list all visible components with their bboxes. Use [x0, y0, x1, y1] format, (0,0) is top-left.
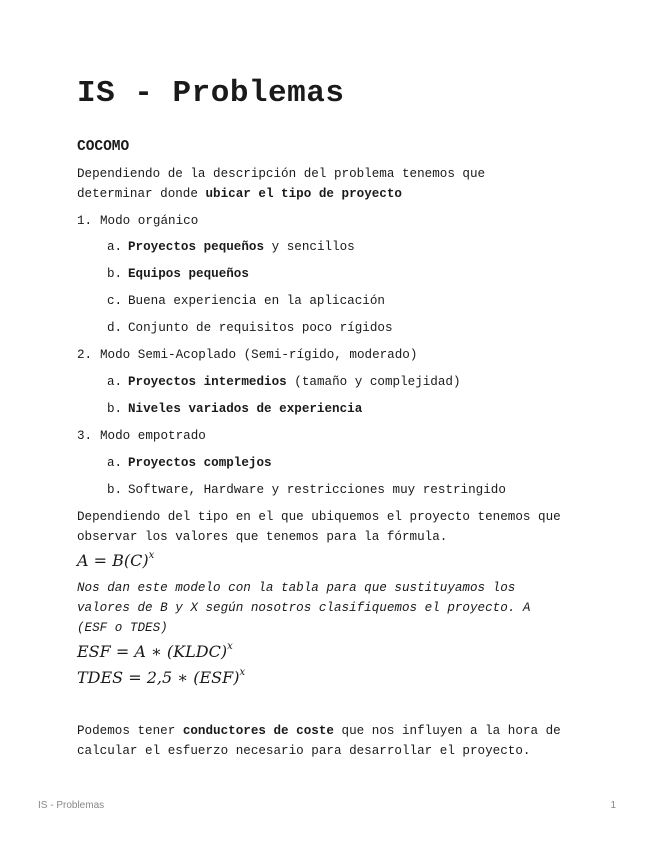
- sub-marker: b.: [107, 267, 123, 281]
- formula-expression: TDES = 2,5 ∗ (ESF): [77, 668, 240, 687]
- italic-note: [77, 578, 530, 638]
- sub-marker: b.: [107, 402, 123, 416]
- formula-esf: [77, 642, 233, 661]
- paragraph-text: que nos influyen a la hora de: [333, 724, 561, 738]
- sub-item-bold: Proyectos complejos: [128, 456, 272, 470]
- intro-line-1: Dependiendo de la descripción del problema tenemos que: [77, 167, 486, 181]
- list-item-label: Modo empotrado: [100, 429, 206, 443]
- list-marker: 1.: [77, 214, 93, 228]
- list-item-mode-3: [77, 426, 206, 446]
- formula-exponent: x: [148, 549, 155, 561]
- sub-item: [107, 237, 355, 257]
- sub-item-bold: Equipos pequeños: [128, 267, 249, 281]
- sub-marker: b.: [107, 483, 123, 497]
- sub-item-text: y sencillos: [264, 240, 355, 254]
- paragraph-line: calcular el esfuerzo necesario para desarrollar el proyecto.: [77, 744, 531, 758]
- sub-item: [107, 480, 506, 500]
- formula-exponent: x: [227, 640, 233, 652]
- note-line: (ESF o TDES): [77, 621, 168, 635]
- sub-item-bold: Proyectos pequeños: [128, 240, 265, 254]
- note-line: valores de B y X según nosotros clasifiquemos el proyecto. A: [77, 601, 531, 615]
- sub-item-text: Software, Hardware y restricciones muy restringido: [128, 483, 506, 497]
- formula-expression: ESF = A ∗ (KLDC): [77, 642, 228, 661]
- sub-item: [107, 399, 362, 419]
- paragraph-line: observar los valores que tenemos para la fórmula.: [77, 530, 448, 544]
- page-number: 1: [610, 800, 616, 811]
- footer-title: IS - Problemas: [38, 800, 105, 811]
- sub-item-bold: Proyectos intermedios: [128, 375, 287, 389]
- paragraph-bold: conductores de coste: [182, 724, 334, 738]
- formula-expression: A = B(C): [77, 551, 149, 570]
- list-item-mode-2: [77, 345, 417, 365]
- intro-paragraph: [77, 164, 485, 204]
- sub-marker: a.: [107, 375, 123, 389]
- sub-item: [107, 264, 249, 284]
- list-marker: 3.: [77, 429, 93, 443]
- list-item-label: Modo orgánico: [100, 214, 199, 228]
- sub-marker: a.: [107, 456, 123, 470]
- sub-item: [107, 318, 393, 338]
- sub-marker: a.: [107, 240, 123, 254]
- formula-a: [77, 551, 154, 570]
- section-heading: COCOMO: [77, 139, 130, 155]
- formula-exponent: x: [239, 666, 246, 678]
- intro-line-2-bold: ubicar el tipo de proyecto: [205, 187, 402, 201]
- sub-item: [107, 372, 461, 392]
- sub-item-text: Conjunto de requisitos poco rígidos: [128, 321, 393, 335]
- page-title: IS - Problemas: [77, 76, 345, 111]
- sub-item: [107, 291, 385, 311]
- sub-item-text: Buena experiencia en la aplicación: [128, 294, 385, 308]
- paragraph-formula-intro: [77, 507, 561, 547]
- formula-tdes: [77, 668, 245, 687]
- sub-item-text: (tamaño y complejidad): [286, 375, 461, 389]
- paragraph-cost-drivers: [77, 721, 561, 761]
- list-marker: 2.: [77, 348, 93, 362]
- sub-item-bold: Niveles variados de experiencia: [128, 402, 363, 416]
- list-item-label: Modo Semi-Acoplado (Semi-rígido, moderado): [100, 348, 418, 362]
- list-item-mode-1: [77, 211, 198, 231]
- sub-item: [107, 453, 272, 473]
- intro-line-2-text: determinar donde: [77, 187, 206, 201]
- note-line: Nos dan este modelo con la tabla para que sustituyamos los: [77, 581, 516, 595]
- sub-marker: d.: [107, 321, 123, 335]
- sub-marker: c.: [107, 294, 123, 308]
- paragraph-text: Podemos tener: [77, 724, 183, 738]
- paragraph-line: Dependiendo del tipo en el que ubiquemos el proyecto tenemos que: [77, 510, 561, 524]
